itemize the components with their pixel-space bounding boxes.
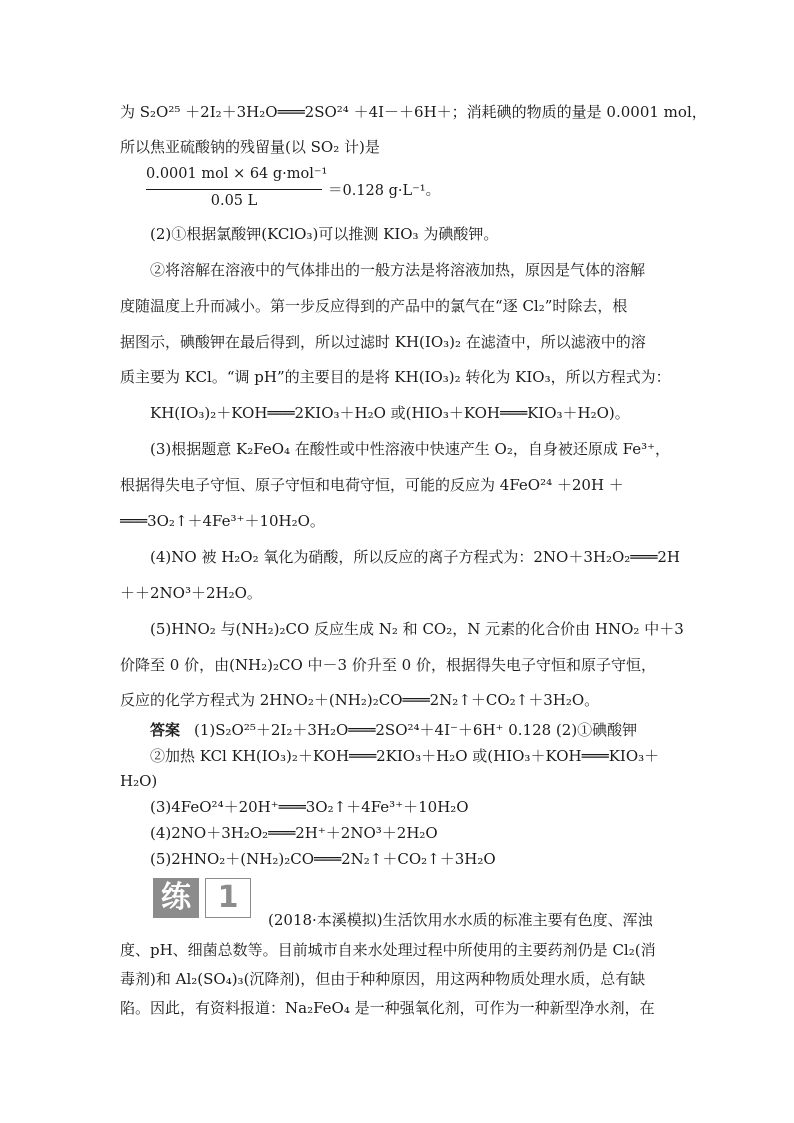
practice-text-line: (2018·本溪模拟)生活饮用水水质的标准主要有色度、浑浊 — [268, 911, 653, 929]
fraction-numerator: 0.0001 mol × 64 g·mol⁻¹ — [146, 166, 328, 182]
text-line: ═══3O₂↑＋4Fe³⁺＋10H₂O。 — [120, 512, 325, 530]
practice-text-line: 度、pH、细菌总数等。目前城市自来水处理过程中所使用的主要药剂仍是 Cl₂(消 — [120, 941, 656, 959]
answer-line — [150, 720, 637, 740]
fraction-denominator: 0.05 L — [210, 193, 258, 209]
text-line: ②将溶解在溶液中的气体排出的一般方法是将溶液加热，原因是气体的溶解 — [150, 261, 646, 279]
answer-line: H₂O) — [120, 772, 158, 790]
text-line: 根据得失电子守恒、原子守恒和电荷守恒，可能的反应为 4FeO²⁴ ＋20H ＋ — [120, 476, 624, 494]
practice-badge-char: 练 — [153, 878, 199, 918]
practice-text-line: 毒剂)和 Al₂(SO₄)₃(沉降剂)，但由于种种原因，用这两种物质处理水质，总有缺 — [120, 970, 646, 988]
practice-badge-number: 1 — [205, 878, 251, 918]
text-line: 据图示，碘酸钾在最后得到，所以过滤时 KH(IO₃)₂ 在滤渣中，所以滤液中的溶 — [120, 333, 646, 351]
answer-line: ②加热 KCl KH(IO₃)₂＋KOH═══2KIO₃＋H₂O 或(HIO₃＋KOH═══KIO₃＋ — [150, 747, 660, 765]
text-line: (4)NO 被 H₂O₂ 氧化为硝酸，所以反应的离子方程式为：2NO＋3H₂O₂═══2H — [150, 548, 681, 566]
answer-label: 答案 — [150, 721, 181, 739]
answer-line: (3)4FeO²⁴＋20H⁺═══3O₂↑＋4Fe³⁺＋10H₂O — [150, 798, 469, 816]
practice-text-line: 陷。因此，有资料报道：Na₂FeO₄ 是一种强氧化剂，可作为一种新型净水剂，在 — [120, 999, 655, 1017]
equation-line: KH(IO₃)₂＋KOH═══2KIO₃＋H₂O 或(HIO₃＋KOH═══KIO₃＋H₂O)。 — [150, 404, 630, 422]
text-line: 价降至 0 价，由(NH₂)₂CO 中－3 价升至 0 价，根据得失电子守恒和原子守恒， — [120, 656, 656, 674]
text-line: 为 S₂O²⁵ ＋2I₂＋3H₂O═══2SO²⁴ ＋4I－＋6H＋；消耗碘的物质的量是 0.0001 mol， — [120, 103, 707, 121]
answer-line: (5)2HNO₂＋(NH₂)₂CO═══2N₂↑＋CO₂↑＋3H₂O — [150, 850, 496, 868]
text-line: (3)根据题意 K₂FeO₄ 在酸性或中性溶液中快速产生 O₂，自身被还原成 Fe³⁺， — [150, 440, 671, 458]
text-line: 反应的化学方程式为 2HNO₂＋(NH₂)₂CO═══2N₂↑＋CO₂↑＋3H₂O。 — [120, 691, 600, 709]
practice-badge — [153, 878, 251, 918]
answer-line: (4)2NO＋3H₂O₂═══2H⁺＋2NO³＋2H₂O — [150, 824, 438, 842]
fraction-result: ＝0.128 g·L⁻¹。 — [328, 183, 441, 199]
text-line: 所以焦亚硫酸钠的残留量(以 SO₂ 计)是 — [120, 138, 380, 156]
text-line: ＋＋2NO³＋2H₂O。 — [120, 584, 262, 602]
answer-text: (1)S₂O²⁵＋2I₂＋3H₂O═══2SO²⁴＋4I⁻＋6H⁺ 0.128 (2)①碘酸钾 — [194, 721, 638, 739]
text-line: (5)HNO₂ 与(NH₂)₂CO 反应生成 N₂ 和 CO₂，N 元素的化合价由 HNO₂ 中＋3 — [150, 620, 684, 638]
fraction-bar — [146, 189, 322, 190]
text-line: 度随温度上升而减小。第一步反应得到的产品中的氯气在“逐 Cl₂”时除去，根 — [120, 297, 628, 315]
text-line: (2)①根据氯酸钾(KClO₃)可以推测 KIO₃ 为碘酸钾。 — [150, 225, 499, 243]
text-line: 质主要为 KCl。“调 pH”的主要目的是将 KH(IO₃)₂ 转化为 KIO₃，所以方程式为： — [120, 368, 671, 386]
